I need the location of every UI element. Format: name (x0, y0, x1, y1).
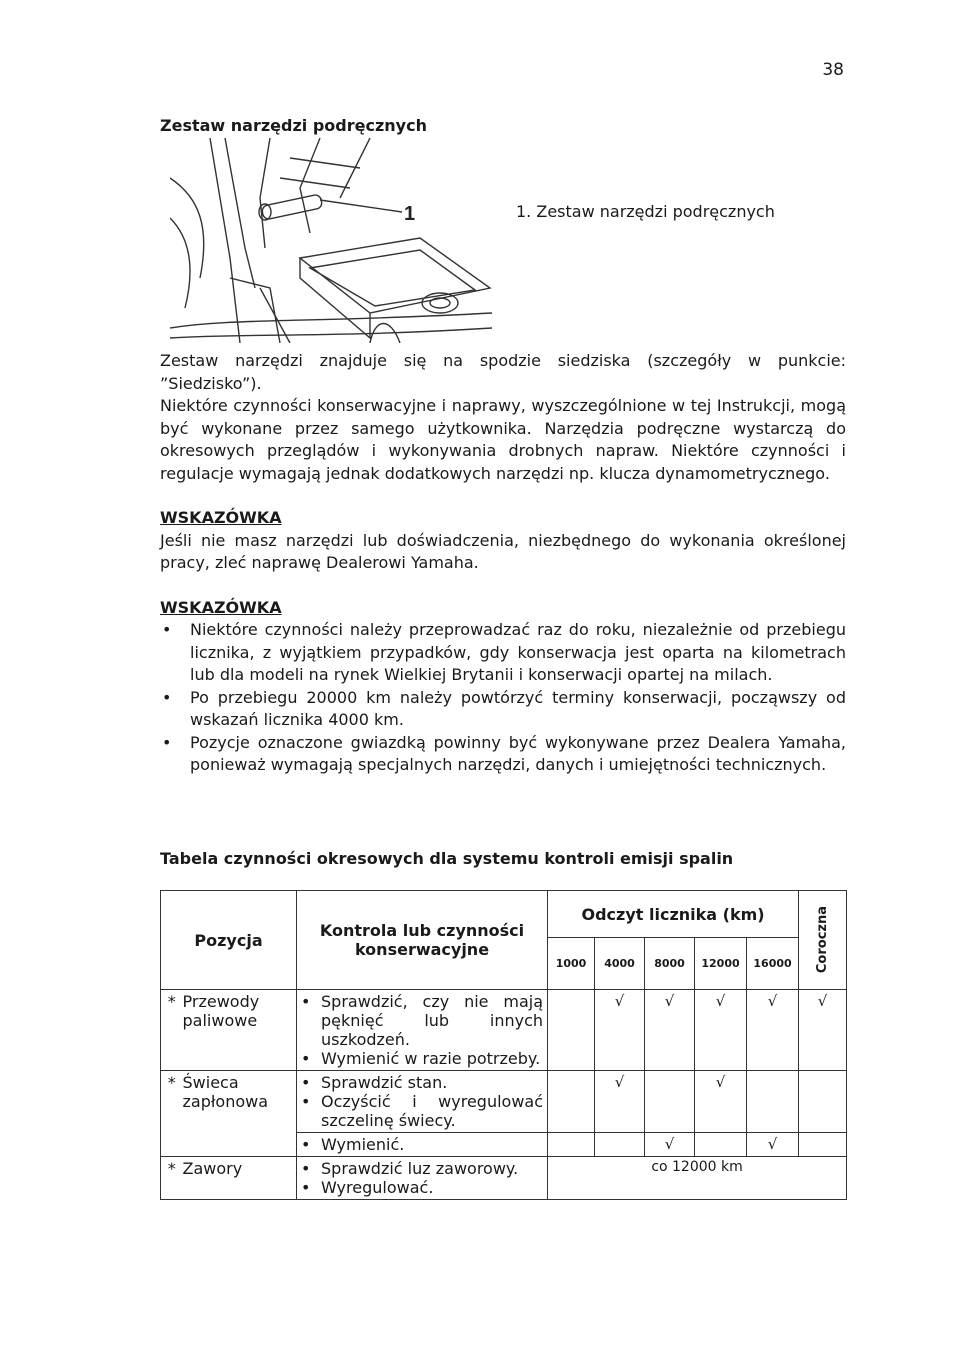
figure-caption: 1. Zestaw narzędzi podręcznych (516, 202, 775, 221)
header-km: 12000 (695, 938, 747, 990)
action-item: • Wymienić w razie potrzeby. (301, 1049, 543, 1068)
body-paragraph-2: Niektóre czynności konserwacyjne i naprawy, wyszczególnione w tej Instrukcji, mogą być wykonane przez samego użytkownika. Narzędzia podręczne wystarczą do okresowych przeglądów i wykonywania drobnych napraw. Niektóre czynności i regulacje wymagają jednak dodatkowych narzędzi np. klucza dynamometrycznego. (160, 396, 846, 483)
table-row (161, 990, 847, 1071)
action-item: • Wyregulować. (301, 1178, 543, 1197)
figure-callout: 1 (404, 203, 416, 225)
page-number: 38 (822, 60, 844, 80)
toolkit-illustration (170, 138, 492, 343)
note-2-list (160, 619, 846, 777)
check-cell (595, 1133, 645, 1157)
check-cell (548, 1133, 595, 1157)
check-cell: √ (695, 1071, 747, 1133)
action-item: • Sprawdzić stan. (301, 1073, 543, 1092)
row-actions (297, 1157, 548, 1200)
table-row (161, 1157, 847, 1200)
row-actions (297, 1071, 548, 1133)
check-cell: √ (595, 1071, 645, 1133)
note-1-label: WSKAZÓWKA (160, 508, 282, 527)
row-position: Zawory (183, 1157, 297, 1200)
check-cell: √ (595, 990, 645, 1071)
header-odometer: Odczyt licznika (km) (548, 891, 799, 938)
check-cell (645, 1071, 695, 1133)
check-cell (799, 1133, 847, 1157)
action-item: • Oczyścić i wyregulować szczelinę świecy. (301, 1092, 543, 1130)
note-2-label: WSKAZÓWKA (160, 597, 282, 617)
toolkit-figure (170, 138, 492, 343)
check-cell: √ (747, 1133, 799, 1157)
check-cell: √ (645, 990, 695, 1071)
check-cell (548, 990, 595, 1071)
note-2-item: • Po przebiegu 20000 km należy powtórzyć terminy konserwacji, począwszy od wskazań licznika 4000 km. (160, 687, 846, 732)
check-cell (799, 1071, 847, 1133)
interval-cell: co 12000 km (548, 1157, 847, 1200)
row-actions (297, 1133, 548, 1157)
header-annual: Coroczna (815, 906, 831, 974)
section-title: Zestaw narzędzi podręcznych (160, 116, 427, 135)
action-item: • Sprawdzić luz zaworowy. (301, 1159, 543, 1178)
header-action: Kontrola lub czynności konserwacyjne (297, 891, 548, 990)
row-star: * (161, 990, 183, 1071)
check-cell: √ (747, 990, 799, 1071)
row-star: * (161, 1071, 183, 1157)
row-position: Świeca zapłonowa (183, 1071, 297, 1157)
note-2-item: • Niektóre czynności należy przeprowadzać raz do roku, niezależnie od przebiegu licznika, z wyjątkiem przypadków, gdy konserwacja jest oparta na kilometrach lub dla modeli na rynek Wielkiej Brytanii i konserwacji opartej na milach. (160, 619, 846, 687)
header-km: 16000 (747, 938, 799, 990)
check-cell (548, 1071, 595, 1133)
note-2-item: • Pozycje oznaczone gwiazdką powinny być wykonywane przez Dealera Yamaha, ponieważ wymagają specjalnych narzędzi, danych i umiejętności technicznych. (160, 732, 846, 777)
header-position: Pozycja (161, 891, 297, 990)
check-cell: √ (799, 990, 847, 1071)
check-cell: √ (695, 990, 747, 1071)
header-annual-cell (799, 891, 847, 990)
header-km: 4000 (595, 938, 645, 990)
body-paragraph-1: Zestaw narzędzi znajduje się na spodzie siedziska (szczegóły w punkcie: ”Siedzisko”). (160, 351, 846, 393)
header-km: 8000 (645, 938, 695, 990)
check-cell (695, 1133, 747, 1157)
check-cell (747, 1071, 799, 1133)
table-row (161, 1071, 847, 1133)
action-item: • Sprawdzić, czy nie mają pęknięć lub innych uszkodzeń. (301, 992, 543, 1049)
action-item: • Wymienić. (301, 1135, 543, 1154)
note-1-text: Jeśli nie masz narzędzi lub doświadczenia, niezbędnego do wykonania określonej pracy, zleć naprawę Dealerowi Yamaha. (160, 530, 846, 572)
maintenance-table (160, 890, 847, 1200)
table-title: Tabela czynności okresowych dla systemu kontroli emisji spalin (160, 849, 734, 868)
check-cell: √ (645, 1133, 695, 1157)
row-actions (297, 990, 548, 1071)
row-position: Przewody paliwowe (183, 990, 297, 1071)
header-km: 1000 (548, 938, 595, 990)
body-text (160, 350, 846, 777)
row-star: * (161, 1157, 183, 1200)
